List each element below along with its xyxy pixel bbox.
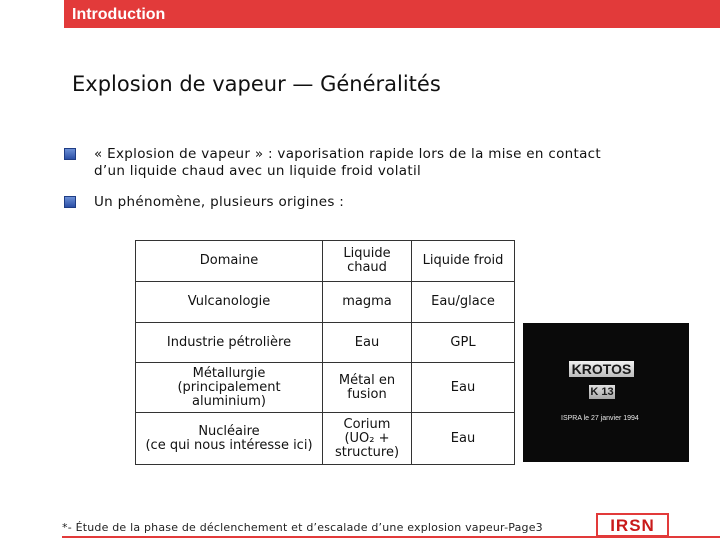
table-cell [323,241,412,282]
table-cell [136,413,323,465]
cell-line: Eau/glace [431,294,495,309]
cell-line: fusion [347,386,387,402]
table-row [136,241,515,282]
table-row [136,282,515,323]
cell-line: magma [342,294,392,309]
logo-text: IRSN [610,516,655,535]
cell-line: (ce qui nous intéresse ici) [145,437,313,453]
bullet-1-line-2: d’un liquide chaud avec un liquide froid volatil [94,163,422,179]
cell-line: GPL [450,334,476,350]
cell-line: Liquide froid [422,253,504,268]
bullet-2-line-1: Un phénomène, plusieurs origines : [94,194,345,210]
table-row [136,413,515,465]
table-row [136,363,515,413]
cell-line: (principalement [177,379,281,395]
cell-line: (UO₂ + [344,430,390,446]
cell-line: Corium [343,416,391,432]
table-cell [323,282,412,323]
cell-line: Vulcanologie [187,294,271,309]
bullet-square-icon [64,196,76,208]
cell-line: Eau [450,430,476,446]
table-cell [323,413,412,465]
cell-line: Industrie pétrolière [166,334,292,350]
origins-table [135,240,515,465]
section-label: Introduction [72,6,166,23]
cell-line: Métallurgie [192,365,266,381]
table-cell [136,323,323,363]
table-cell [323,323,412,363]
cell-line: Nucléaire [198,423,260,439]
cell-line: Eau [450,379,476,395]
table-cell [412,363,515,413]
bullet-text-1 [94,146,601,180]
footer-text: *- Étude de la phase de déclenchement et d’escalade d’une explosion vapeur-Page3 [62,521,543,534]
table-cell [323,363,412,413]
table-cell [412,323,515,363]
cell-line: Métal en [338,372,396,388]
photo-subtitle: K 13 [590,386,614,398]
cell-line: Eau [354,334,380,350]
irsn-logo [596,513,669,537]
bullet-square-icon [64,148,76,160]
table-row [136,323,515,363]
table-cell [136,363,323,413]
cell-line: structure) [334,444,400,460]
table-cell [412,413,515,465]
photo-title: KROTOS [569,361,634,377]
cell-line: Liquide [343,246,391,261]
table-cell [136,282,323,323]
photo-caption: ISPRA le 27 janvier 1994 [561,415,639,422]
krotos-photo [523,323,689,462]
bullet-1-line-1: « Explosion de vapeur » : vaporisation rapide lors de la mise en contact [94,146,601,162]
table-cell [412,241,515,282]
bullet-text-2 [94,194,344,211]
section-header-bar [64,0,720,28]
slide-title: Explosion de vapeur — Généralités [72,72,441,96]
cell-line: Domaine [199,253,259,268]
cell-line: aluminium) [192,393,266,409]
table-cell [412,282,515,323]
table-cell [136,241,323,282]
cell-line: chaud [347,260,387,275]
